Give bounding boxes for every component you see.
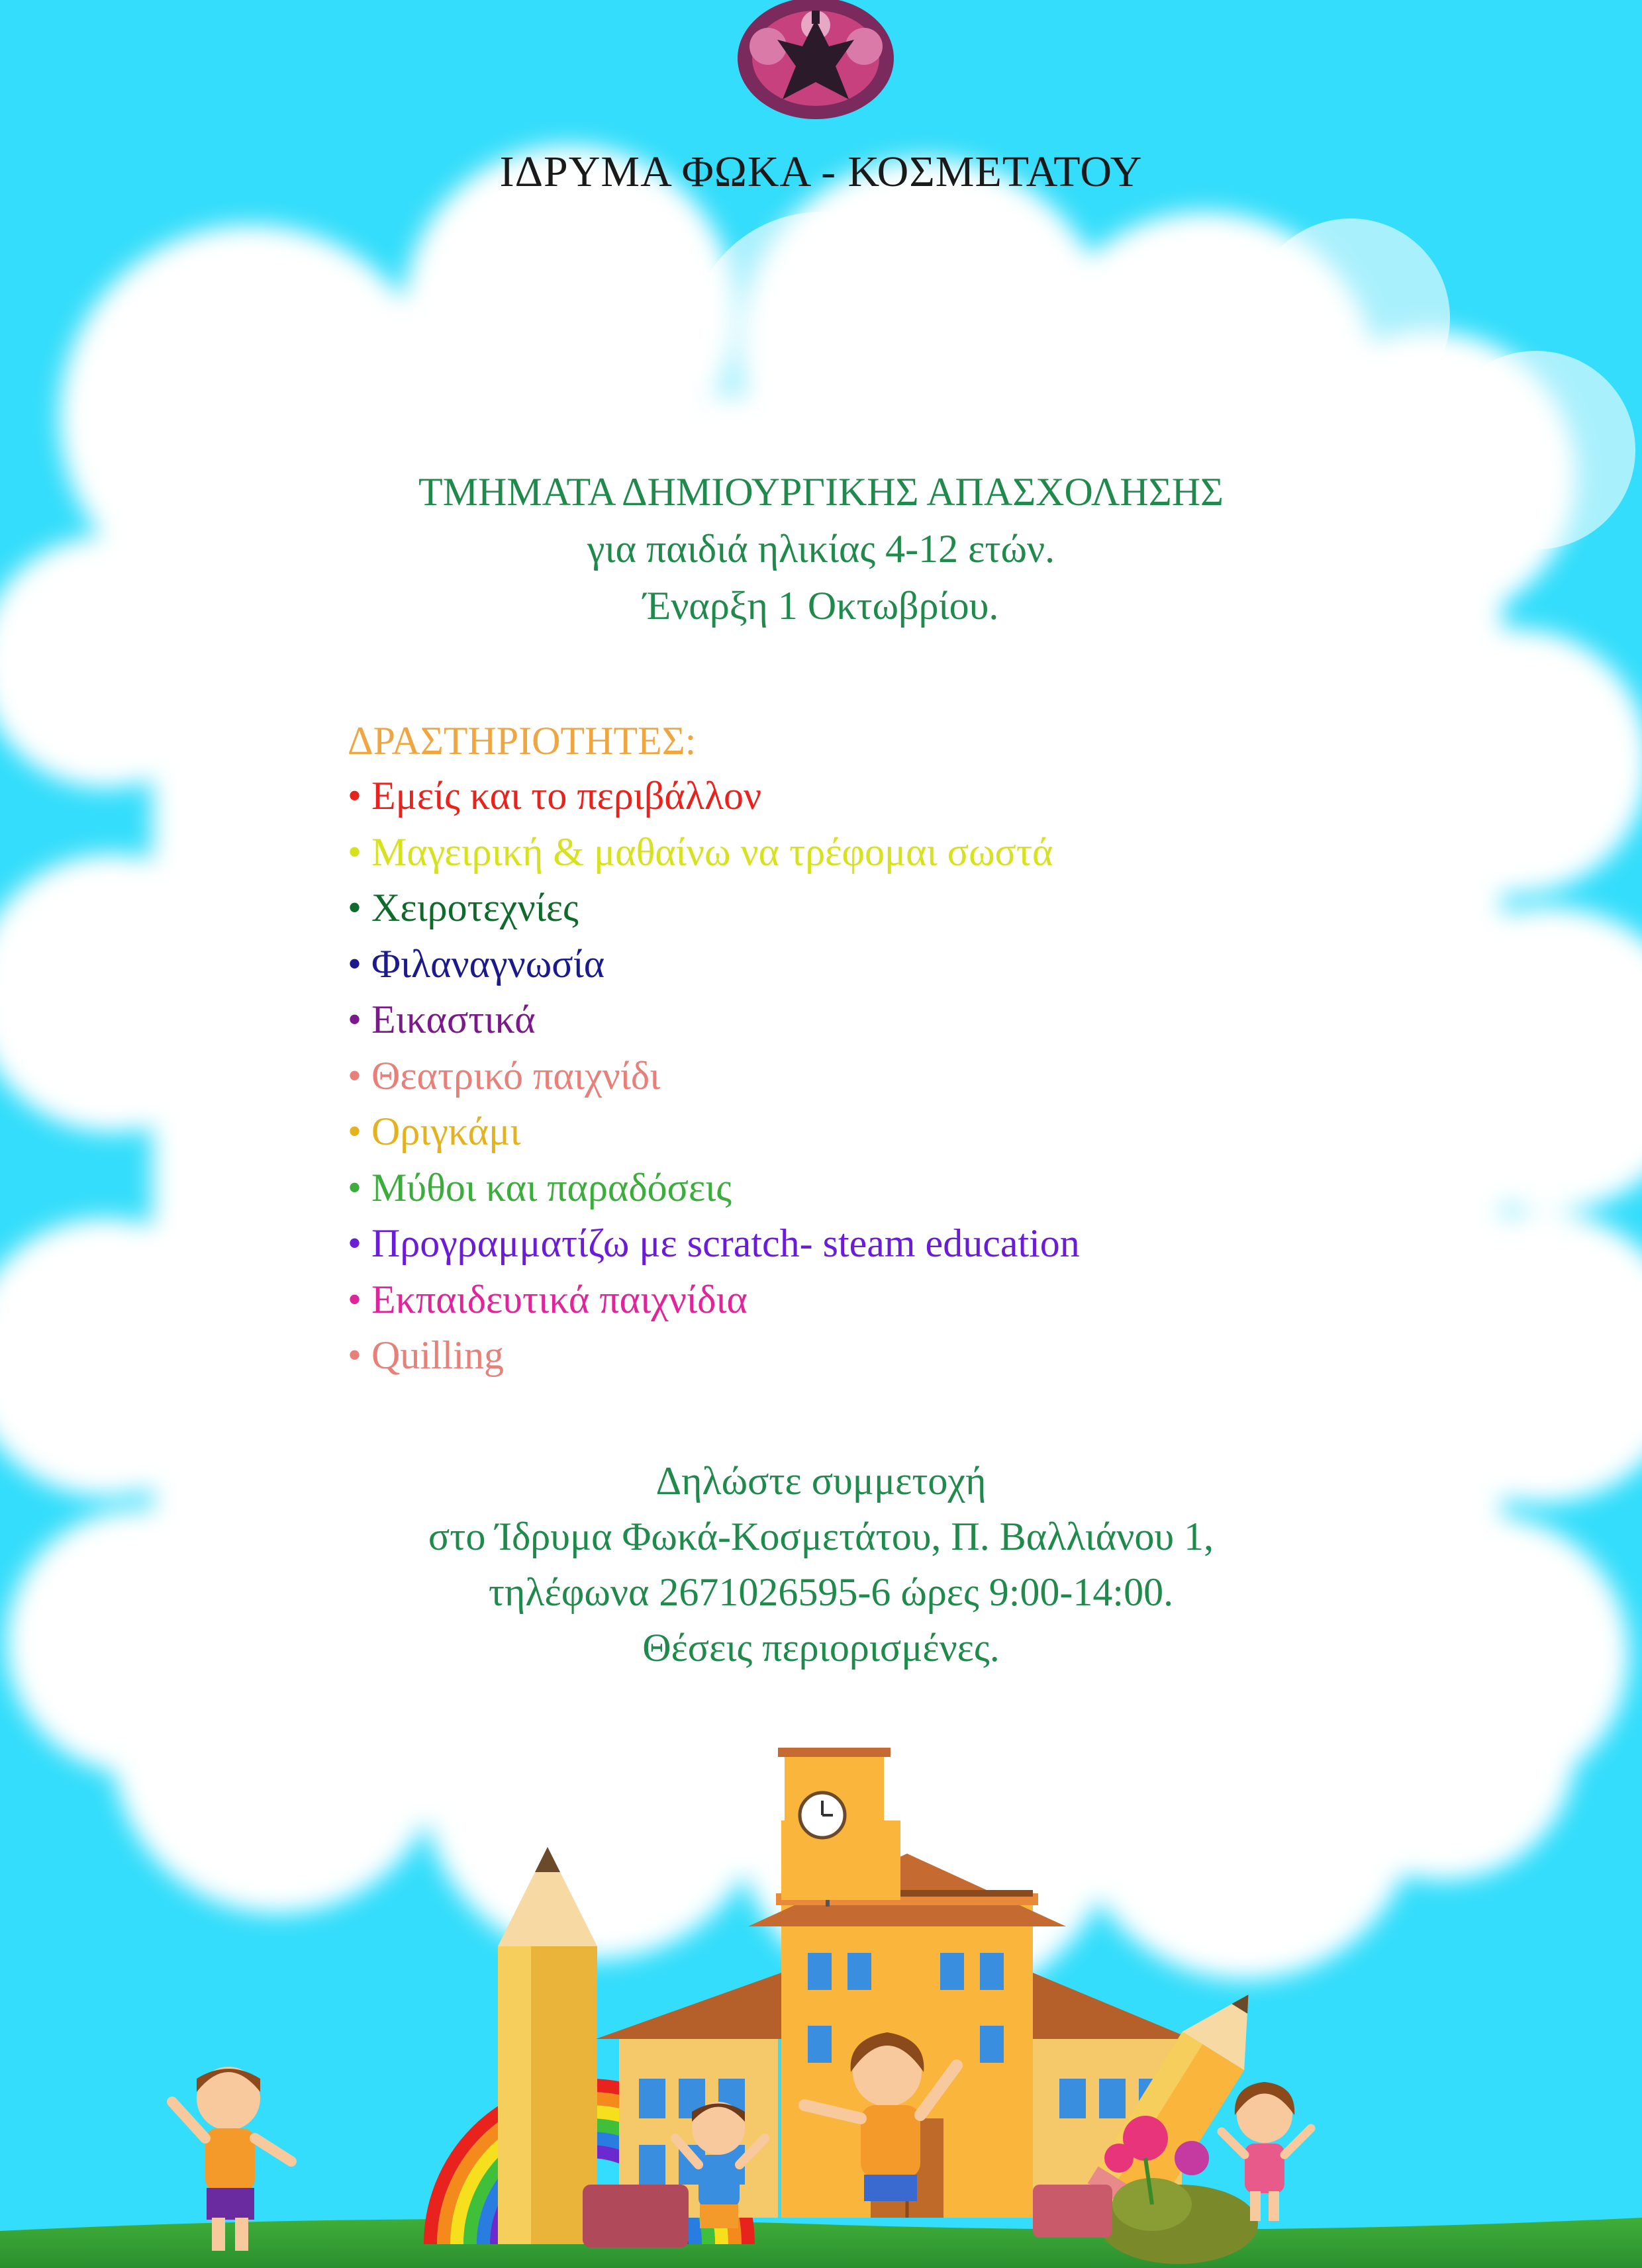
activities-title: ΔΡΑΣΤΗΡΙΟΤΗΤΕΣ: [348,719,697,763]
activity-label: Μαγειρική & μαθαίνω να τρέφομαι σωστά [371,829,1053,874]
activity-label: Χειροτεχνίες [371,886,579,929]
activity-label: Εικαστικά [371,998,536,1041]
start-date: Έναρξη 1 Οκτωβρίου. [643,584,999,628]
activity-label: Οριγκάμι [371,1110,521,1153]
activity-item [348,936,1080,992]
activity-item [348,824,1080,880]
activity-item [348,1272,1080,1328]
program-title: ΤΜΗΜΑΤΑ ΔΗΜΙΟΥΡΓΙΚΗΣ ΑΠΑΣΧΟΛΗΣΗΣ [418,470,1224,514]
bullet: • [348,1221,362,1265]
activity-label: Προγραμματίζω με scratch- steam education [371,1221,1080,1265]
activity-label: Θεατρικό παιχνίδι [371,1053,661,1098]
bullet: • [348,1165,362,1209]
registration-address: στο Ίδρυμα Φωκά-Κοσμετάτου, Π. Βαλλιάνου 1, [428,1515,1214,1558]
activity-item [348,1160,1080,1216]
bullet: • [348,1333,362,1377]
bullet: • [348,1110,362,1153]
bullet: • [348,1277,362,1321]
intro-text [0,463,1642,634]
registration-call: Δηλώστε συμμετοχή [655,1459,987,1503]
activity-item [348,1327,1080,1384]
activity-label: Εκπαιδευτικά παιχνίδια [371,1277,748,1321]
activity-item [348,1215,1080,1272]
bullet: • [348,886,362,929]
registration-info [0,1453,1642,1676]
limited-seats: Θέσεις περιορισμένες. [642,1626,1000,1670]
activity-item [348,992,1080,1048]
activity-item [348,768,1080,824]
activity-label: Φιλαναγνωσία [371,941,605,986]
activity-item [348,1048,1080,1104]
registration-phone: τηλέφωνα 2671026595-6 ώρες 9:00-14:00. [468,1570,1174,1614]
organization-name: ΙΔΡΥΜΑ ΦΩΚΑ - ΚΟΣΜΕΤΑΤΟΥ [499,148,1143,196]
bullet: • [348,1053,362,1098]
bullet: • [348,941,362,986]
activity-list [348,768,1080,1384]
bullet: • [348,998,362,1041]
tower-visible-shapes-final [778,1748,891,1900]
activity-item [348,1104,1080,1160]
activity-item [348,880,1080,936]
activity-label: Εμείς και το περιβάλλον [371,774,762,818]
bullet: • [348,829,362,874]
age-range: για παιδιά ηλικίας 4-12 ετών. [587,527,1055,571]
activity-label: Quilling [371,1333,505,1377]
bullet: • [348,774,362,818]
activity-label: Μύθοι και παραδόσεις [371,1165,732,1209]
double-headed-eagle-emblem [738,0,894,119]
